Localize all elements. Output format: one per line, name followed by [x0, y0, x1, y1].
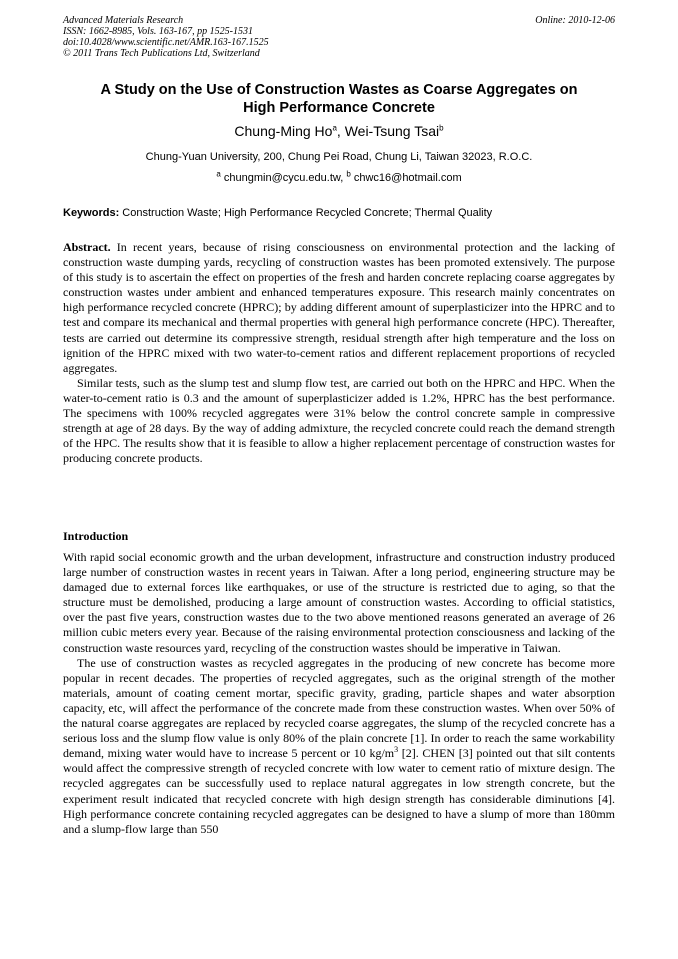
- author-2: Wei-Tsung Tsai: [344, 123, 440, 139]
- keywords-text: Construction Waste; High Performance Recycled Concrete; Thermal Quality: [119, 207, 493, 219]
- affiliation: Chung-Yuan University, 200, Chung Pei Road, Chung Li, Taiwan 32023, R.O.C.: [145, 151, 533, 163]
- abstract-label: Abstract.: [63, 240, 111, 254]
- keywords: [63, 206, 615, 220]
- abstract-text-1: In recent years, because of rising consciousness on environmental protection and the lacking of construction waste dumping yards, recycling of construction wastes has been promoted extensively. The purpose of this study is to ascertain the effect on properties of the fresh and harden concrete replacing coarse aggregates by construction wastes under ambient and enhanced temperatures exposure. This research mainly concentrates on high performance recycled concrete (HPRC); by adding different amount of superplasticizer into the HPRC and to test and compare its mechanical and thermal properties with general high performance concrete (HPC). Thereafter, tests are carried out determine its compressive strength, residual strength after high temperature and the loss on ignition of the HPRC mixed with two water-to-cement ratios and different replacement proportions of recycled aggregates.: [63, 240, 615, 375]
- author-emails: [40, 171, 638, 185]
- journal-header: [63, 15, 615, 59]
- cubic-superscript: 3: [394, 745, 399, 755]
- intro-paragraph-2-part-a: The use of construction wastes as recycled aggregates in the producing of new concrete has become more popular in recent decades. The properties of recycled aggregates, such as the original strength of the mother materials, amount of coating cement mortar, specific gravity, grading, particle shapes and water absorption capacity, etc, will affect the performance of the concrete made from these construction wastes. When over 50% of the natural coarse aggregates are replaced by recycled coarse aggregates, the slump of the recycled concrete has a serious loss and the slump flow value is only 80% of the plain concrete [1]. In order to reach the same workability demand, mixing water would have to increase 5 percent or 10 kg/m: [63, 655, 615, 761]
- keywords-label: Keywords:: [63, 207, 120, 219]
- email-a: chungmin@cycu.edu.tw,: [220, 172, 347, 184]
- email-b-mark: b: [346, 169, 351, 179]
- online-date: Online: 2010-12-06: [535, 15, 615, 26]
- introduction-heading: Introduction: [63, 529, 129, 543]
- intro-paragraph-2-part-b: [2]. CHEN [3] pointed out that silt contents would affect the compressive strength of recycled concrete with low water to cement ratio of mixture design. The recycled aggregates can be successfully used to replace natural aggregates in low strength concrete, but the experiment result indicated that recycled concrete with high design strength has considerable diminutions [4]. High performance concrete containing recycled aggregates can be designed to have a slump of more than 180mm and a slump-flow large than 550: [63, 746, 616, 836]
- doi-line: doi:10.4028/www.scientific.net/AMR.163-167.1525: [63, 37, 269, 48]
- abstract-section: [63, 240, 615, 466]
- intro-paragraph-1: With rapid social economic growth and the urban development, infrastructure and construction industry produced large number of construction wastes in recent years in Taiwan. After a long period, engineering structure may be damaged due to external forces like earthquakes, or use of the structure is restricted due to aging, so that the structure must be demolished, producing a large amount of construction wastes. According to official statistics, over the past five years, construction wastes due to the two above mentioned reasons generated an average of 26 million cubic meters every year. Because of the raising environmental protection consciousness and lacking of the construction waste resources yard, recycling of the construction wastes should be imperative in Taiwan.: [63, 550, 615, 655]
- introduction-section: [63, 550, 615, 837]
- paper-title: [40, 81, 638, 117]
- author-separator: ,: [336, 123, 345, 139]
- email-a-mark: a: [216, 169, 221, 179]
- journal-name: Advanced Materials Research: [63, 15, 184, 26]
- email-b: chwc16@hotmail.com: [350, 172, 462, 184]
- title-line-1: A Study on the Use of Construction Wastes as Coarse Aggregates on: [100, 82, 578, 98]
- author-2-mark: b: [439, 123, 444, 133]
- copyright-line: © 2011 Trans Tech Publications Ltd, Switzerland: [63, 48, 260, 59]
- issn-line: ISSN: 1662-8985, Vols. 163-167, pp 1525-1531: [63, 26, 253, 37]
- author-1: Chung-Ming Ho: [234, 123, 333, 139]
- abstract-paragraph-2: Similar tests, such as the slump test and slump flow test, are carried out both on the HPRC and HPC. When the water-to-cement ratio is 0.3 and the amount of superplasticizer added is 1.2%, HPRC has the best performance. The specimens with 100% recycled aggregates were 31% below the control concrete sample in compressive strength at age of 28 days. By the way of adding admixture, the recycled concrete could reach the demand strength of the HPC. The results show that it is feasible to allow a higher replacement percentage of construction wastes for producing concrete products.: [63, 375, 615, 466]
- intro-paragraph-2: [63, 656, 615, 837]
- author-list: [40, 122, 638, 140]
- title-line-2: High Performance Concrete: [243, 100, 435, 116]
- abstract-paragraph-1: [63, 240, 615, 376]
- author-1-mark: a: [332, 123, 337, 133]
